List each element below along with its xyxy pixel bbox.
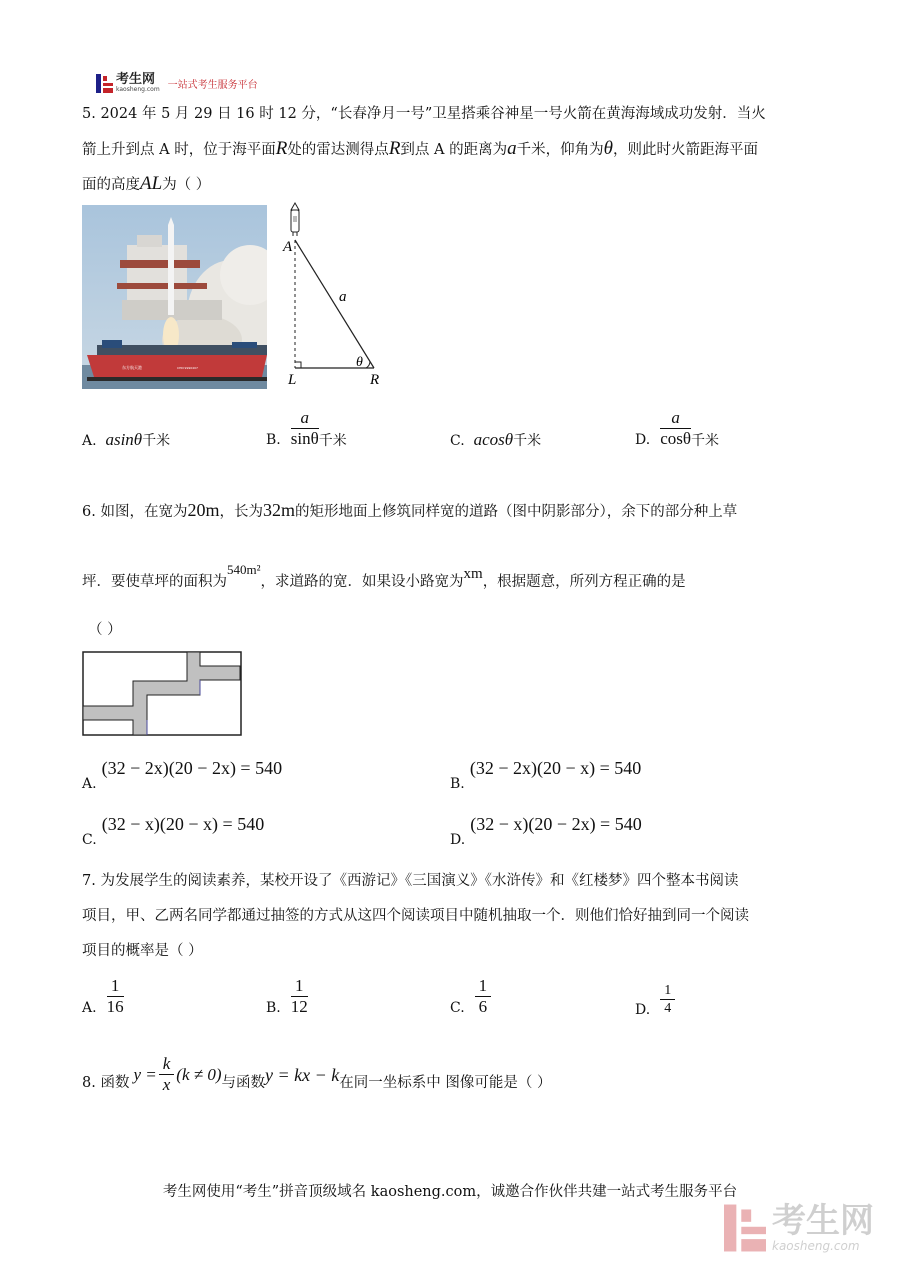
q6-line1: 6. 如图，在宽为20m，长为32m的矩形地面上修筑同样宽的道路（图中阴影部分），余下的部分种上草	[82, 500, 738, 520]
ship-code: CHN 9990407	[177, 366, 198, 370]
q6-line2: 坪．要使草坪的面积为540m²，求道路的宽．如果设小路宽为xm，根据题意，所列方程正确的是	[82, 562, 686, 590]
label-a: a	[339, 289, 347, 305]
label-theta: θ	[356, 355, 363, 370]
q6-option-a[interactable]: A. (32 − 2x)(20 − 2x) = 540	[82, 758, 283, 792]
label-R: R	[370, 372, 380, 388]
q5-option-a[interactable]: A. asinθ千米	[82, 430, 171, 449]
q6-option-d[interactable]: D. (32 − x)(20 − 2x) = 540	[450, 814, 642, 848]
watermark-logo-icon	[724, 1204, 766, 1252]
watermark-domain: kaosheng.com	[772, 1239, 860, 1253]
q6-option-c[interactable]: C. (32 − x)(20 − x) = 540	[82, 814, 265, 848]
logo-domain: kaosheng.com	[116, 85, 160, 93]
q5-triangle-diagram	[276, 200, 396, 395]
q6-road-diagram	[82, 651, 244, 737]
q7-line2: 项目，甲、乙两名同学都通过抽签的方式从这四个阅读项目中随机抽取一个．则他们恰好抽到同一个阅读	[82, 908, 749, 924]
q6-option-b[interactable]: B. (32 − 2x)(20 − x) = 540	[450, 758, 642, 792]
logo-icon	[96, 74, 113, 93]
q5-option-c[interactable]: C. acosθ千米	[450, 430, 542, 449]
site-logo	[96, 72, 258, 94]
q5-line1: 5. 2024 年 5 月 29 日 16 时 12 分，“长春净月一号”卫星搭乘谷神星一号火箭在黄海海域成功发射．当火	[82, 106, 766, 122]
rocket-launch-photo	[82, 205, 267, 389]
page-footer: 考生网使用“考生”拼音顶级域名 kaosheng.com，诚邀合作伙伴共建一站式考生服务平台	[162, 1184, 738, 1200]
logo-slogan: 一站式考生服务平台	[167, 79, 258, 91]
logo-text: 考生网	[116, 71, 156, 87]
q7-option-b[interactable]: B. $\frac{1}{12}$	[266, 976, 308, 1016]
q7-line1: 7. 为发展学生的阅读素养，某校开设了《西游记》《三国演义》《水浒传》和《红楼梦》四个整本书阅读	[82, 873, 739, 889]
q7-option-d[interactable]: D. $\frac{1}{4}$	[635, 980, 675, 1018]
rocket-icon	[291, 203, 299, 236]
q6-line3: （ ）	[88, 622, 122, 638]
watermark-text: 考生网	[772, 1201, 874, 1241]
label-L: L	[288, 372, 297, 388]
ship-name: 东方航天港	[122, 365, 142, 370]
q5-line3: 面的高度AL为（ ）	[82, 173, 211, 194]
q7-option-a[interactable]: A. $\frac{1}{16}$	[82, 976, 124, 1016]
q5-option-b[interactable]: B. $\frac{a}{\sin\theta}$ 千米	[266, 407, 347, 449]
q5-option-d[interactable]: D. $\frac{a}{\cos\theta}$ 千米	[635, 407, 719, 449]
watermark	[724, 1203, 874, 1253]
q5-line2: 箭上升到点 A 时，位于海平面R处的雷达测得点R到点 A 的距离为a千米，仰角为θ，则此时火箭距海平面	[82, 138, 758, 159]
label-A: A	[283, 239, 293, 255]
q7-option-c[interactable]: C. $\frac{1}{6}$	[450, 976, 491, 1017]
q8-line: 8. 函数 y = $\frac{k}{x}$ (k ≠ 0) 与函数 y = kx − k 在同一坐标系中 图像可能是（ ）	[82, 1054, 552, 1094]
q7-line3: 项目的概率是（ ）	[82, 943, 203, 959]
